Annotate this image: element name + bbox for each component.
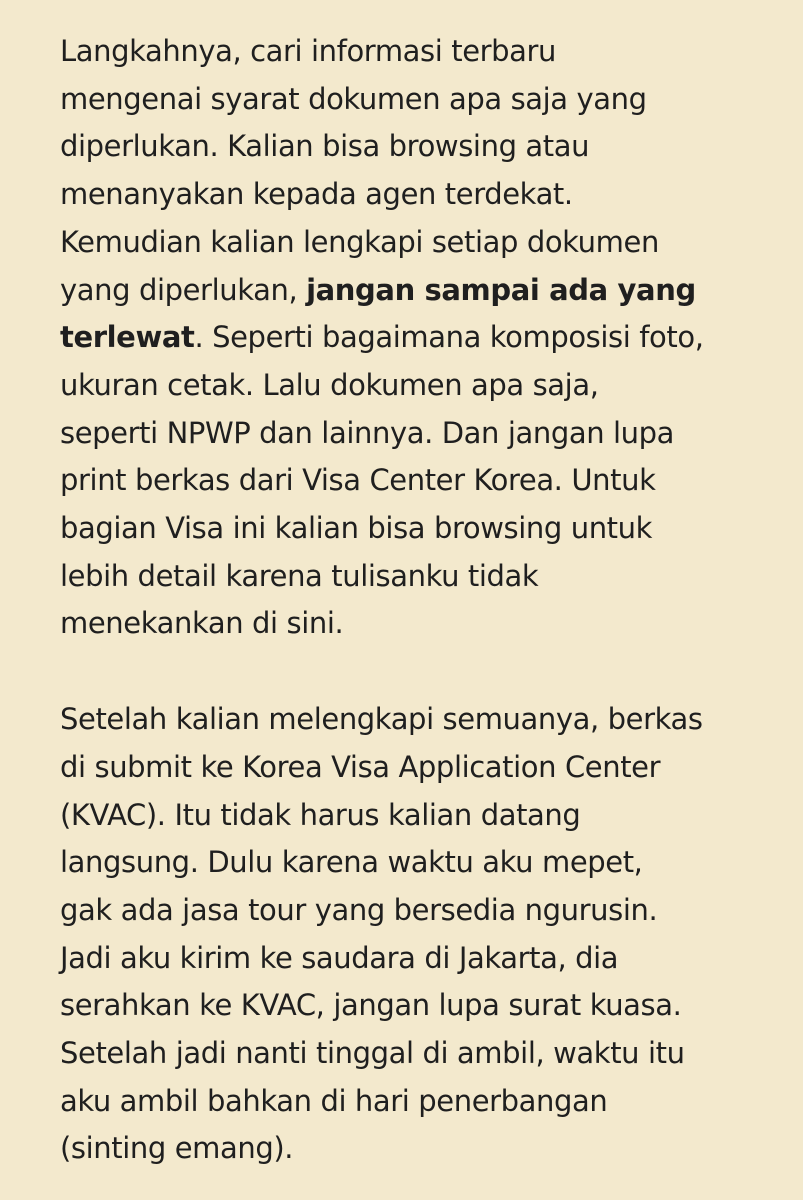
paragraph [60, 28, 772, 648]
text-segment: mengenai syarat dokumen apa saja yang [60, 81, 647, 116]
text-segment: Setelah jadi nanti tinggal di ambil, waktu itu [60, 1036, 685, 1071]
text-line [60, 887, 772, 935]
text-segment: menanyakan kepada agen terdekat. [60, 177, 573, 212]
text-line [60, 1125, 772, 1173]
text-segment: (sinting emang). [60, 1131, 294, 1166]
text-segment: serahkan ke KVAC, jangan lupa surat kuasa. [60, 988, 682, 1023]
text-line [60, 171, 772, 219]
text-segment: seperti NPWP dan lainnya. Dan jangan lupa [60, 415, 675, 450]
article-body [60, 28, 772, 1173]
text-line [60, 744, 772, 792]
text-segment: (KVAC). Itu tidak harus kalian datang [60, 797, 581, 832]
text-segment: aku ambil bahkan di hari penerbangan [60, 1083, 608, 1118]
text-segment: di submit ke Korea Visa Application Center [60, 749, 661, 784]
text-line [60, 1030, 772, 1078]
text-segment: diperlukan. Kalian bisa browsing atau [60, 129, 590, 164]
text-line [60, 123, 772, 171]
text-segment: Setelah kalian melengkapi semuanya, berkas [60, 702, 703, 737]
text-line [60, 76, 772, 124]
text-segment: langsung. Dulu karena waktu aku mepet, [60, 845, 643, 880]
paragraph-gap [60, 648, 772, 696]
text-line [60, 553, 772, 601]
text-segment: ukuran cetak. Lalu dokumen apa saja, [60, 367, 599, 402]
text-line [60, 696, 772, 744]
bold-text-segment: terlewat [60, 320, 195, 355]
bold-text-segment: jangan sampai ada yang [306, 272, 696, 307]
text-line [60, 839, 772, 887]
text-line [60, 982, 772, 1030]
text-segment: print berkas dari Visa Center Korea. Untuk [60, 463, 656, 498]
text-line [60, 457, 772, 505]
text-line [60, 410, 772, 458]
text-line [60, 505, 772, 553]
text-segment: . Seperti bagaimana komposisi foto, [194, 320, 704, 355]
text-segment: Jadi aku kirim ke saudara di Jakarta, dia [60, 940, 619, 975]
text-line [60, 600, 772, 648]
text-line [60, 792, 772, 840]
text-segment: yang diperlukan, [60, 272, 307, 307]
text-line [60, 267, 772, 315]
paragraph [60, 696, 772, 1173]
text-line [60, 28, 772, 76]
text-segment: gak ada jasa tour yang bersedia ngurusin. [60, 892, 658, 927]
text-segment: Kemudian kalian lengkapi setiap dokumen [60, 224, 659, 259]
text-segment: bagian Visa ini kalian bisa browsing untuk [60, 511, 653, 546]
text-segment: lebih detail karena tulisanku tidak [60, 558, 539, 593]
text-line [60, 362, 772, 410]
text-line [60, 314, 772, 362]
text-segment: Langkahnya, cari informasi terbaru [60, 34, 557, 68]
text-segment: menekankan di sini. [60, 606, 344, 641]
text-line [60, 1078, 772, 1126]
text-line [60, 935, 772, 983]
text-line [60, 219, 772, 267]
